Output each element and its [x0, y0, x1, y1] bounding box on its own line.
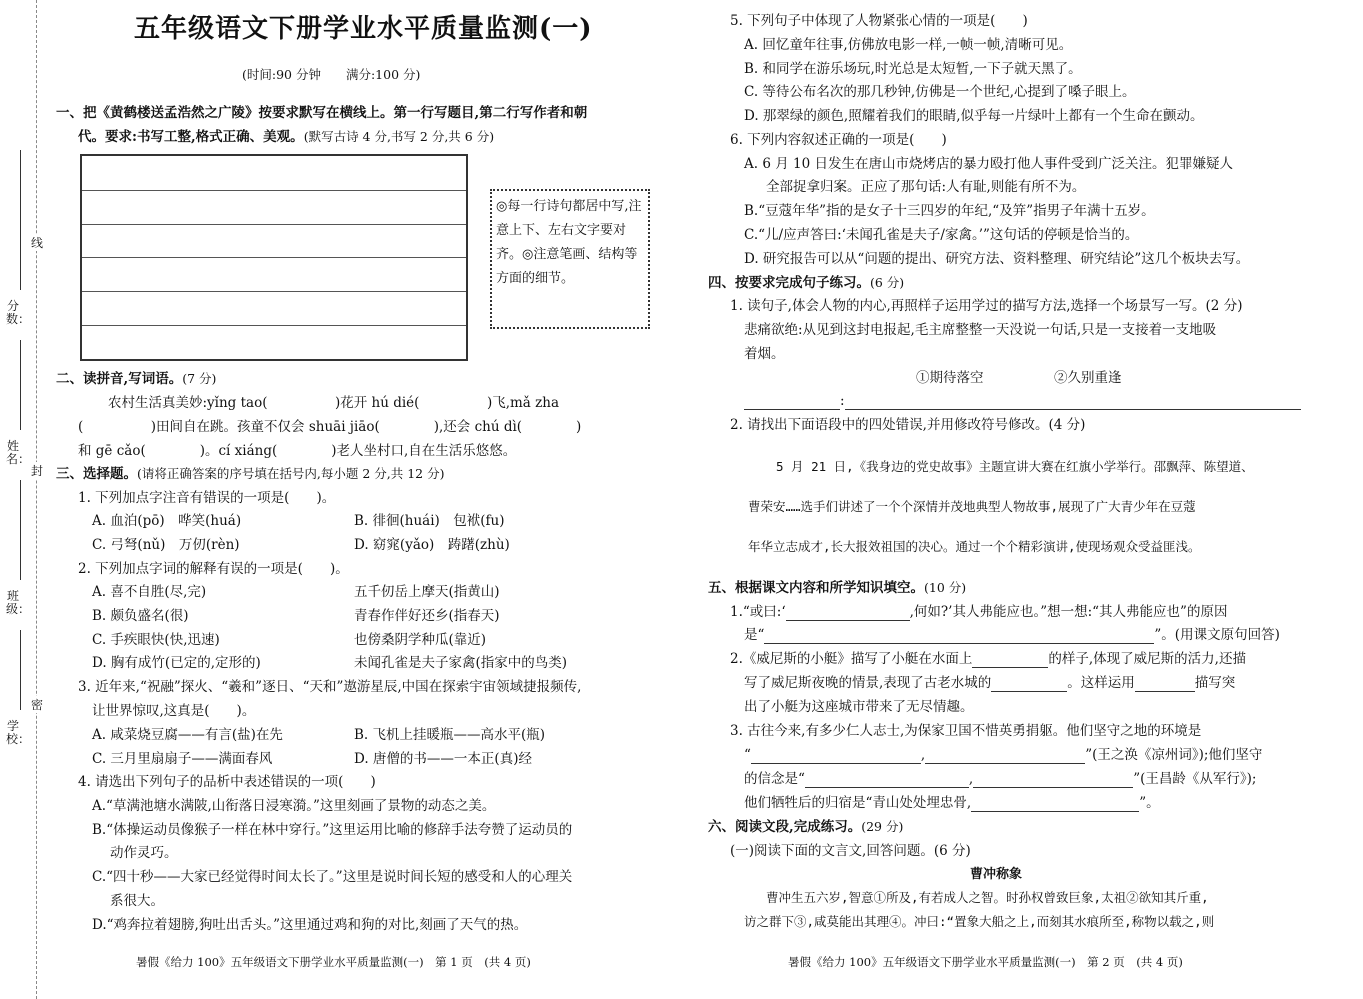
poem-writing-box[interactable] — [80, 154, 468, 361]
s5-q3-blank-3[interactable] — [805, 773, 969, 788]
q3-option-d: D. 唐僧的书——一本正(真)经 — [354, 751, 532, 767]
question-5: 5. 下列句子中体现了人物紧张心情的一项是( ) — [730, 13, 1028, 29]
s5-question-1-line2: 是“ ”。(用课文原句回答) — [744, 627, 1280, 643]
s4-example-line1: 悲痛欲绝:从见到这封电报起,毛主席整整一天没说一句话,只是一支接着一支地吸 — [744, 322, 1217, 338]
error-passage-line2: 曹荣安……选手们讲述了一个个深情并茂地典型人物故事,展现了广大青少年在豆蔻 — [748, 499, 1196, 514]
question-1: 1. 下列加点字注音有错误的一项是( )。 — [78, 490, 336, 506]
q4-option-c2: 系很大。 — [110, 893, 164, 909]
school-line — [20, 630, 21, 710]
s4-option-1: ①期待落空 — [916, 370, 984, 386]
q2-option-d1: D. 胸有成竹(已定的,定形的) — [92, 655, 261, 671]
score-line — [20, 150, 21, 290]
error-passage-line3: 年华立志成才,长大报效祖国的决心。通过一个个精彩演讲,使现场观众受益匪浅。 — [748, 539, 1201, 554]
s5-q2-blank-2[interactable] — [991, 677, 1067, 692]
section-1-line2: 代。要求:书写工整,格式正确、美观。(默写古诗 4 分,书写 2 分,共 6 分) — [78, 129, 495, 145]
question-6: 6. 下列内容叙述正确的一项是( ) — [730, 132, 947, 148]
s4-question-2: 2. 请找出下面语段中的四处错误,并用修改符号修改。(4 分) — [730, 417, 1086, 433]
s5-question-2-line3: 出了小艇为这座城市带来了无尽情趣。 — [744, 699, 974, 715]
s5-q2-blank-1[interactable] — [972, 653, 1048, 668]
q5-option-c: C. 等待公布名次的那几秒钟,仿佛是一个世纪,心提到了嗓子眼上。 — [744, 84, 1136, 100]
page-1-footer: 暑假《给力 100》五年级语文下册学业水平质量监测(一) 第 1 页 (共 4 页) — [136, 955, 531, 969]
page-2-footer: 暑假《给力 100》五年级语文下册学业水平质量监测(一) 第 2 页 (共 4 页) — [788, 955, 1183, 969]
class-line — [20, 480, 21, 580]
q2-option-c2: 也傍桑阴学种瓜(靠近) — [354, 632, 487, 648]
page-1 — [56, 0, 656, 999]
s5-question-3-line4: 他们牺牲后的归宿是“青山处处埋忠骨, ”。 — [744, 795, 1160, 811]
classical-passage-line2: 访之群下③,咸莫能出其理④。冲曰:“置象大船之上,而刻其水痕所至,称物以载之,则 — [744, 914, 1215, 929]
school-label: 学校： — [6, 719, 31, 746]
s4-answer-line[interactable]: : — [744, 392, 1301, 410]
q4-option-d: D.“鸡奔拉着翅膀,狗吐出舌头。”这里通过鸡和狗的对比,刻画了天气的热。 — [92, 917, 528, 933]
s4-example-line2: 着烟。 — [744, 346, 785, 362]
q1-option-c: C. 弓弩(nǔ) 万仞(rèn) — [92, 537, 240, 553]
pinyin-line-3: 和 gē cǎo( )。cí xiáng( )老人坐村口,自在生活乐悠悠。 — [78, 443, 517, 459]
q3-option-c: C. 三月里扇扇子——满面春风 — [92, 751, 273, 767]
q4-option-b2: 动作灵巧。 — [110, 845, 178, 861]
q6-option-c: C.“儿/应声答曰:‘未闻孔雀是夫子/家禽。’”这句话的停顿是恰当的。 — [744, 227, 1139, 243]
section-6-heading: 六、阅读文段,完成练习。(29 分) — [708, 819, 904, 835]
dense-mark: 密 — [30, 698, 43, 712]
q2-option-a1: A. 喜不自胜(尽,完) — [92, 584, 207, 600]
s4-option-2: ②久别重逢 — [1054, 370, 1122, 386]
s5-question-2-line1: 2.《威尼斯的小艇》描写了小艇在水面上 的样子,体现了威尼斯的活力,还描 — [730, 651, 1246, 667]
s5-q1-blank-2[interactable] — [764, 629, 1154, 644]
s5-q3-blank-4[interactable] — [973, 773, 1133, 788]
line-mark: 线 — [30, 236, 43, 250]
question-3-line1: 3. 近年来,“祝融”探火、“羲和”逐日、“天和”遨游星辰,中国在探索宇宙领域捷报频传, — [78, 679, 582, 695]
classical-passage-line1: 曹冲生五六岁,智意①所及,有若成人之智。时孙权曾致巨象,太祖②欲知其斤重, — [766, 890, 1209, 905]
section-4-heading: 四、按要求完成句子练习。(6 分) — [708, 275, 905, 291]
name-line — [20, 340, 21, 430]
q2-option-b2: 青春作伴好还乡(指春天) — [354, 608, 500, 624]
q1-option-d: D. 窈窕(yǎo) 踌躇(zhù) — [354, 537, 510, 553]
q1-option-b: B. 徘徊(huái) 包袱(fu) — [354, 513, 505, 529]
q2-option-d2: 未闻孔雀是夫子家禽(指家中的鸟类) — [354, 655, 568, 671]
q4-option-c1: C.“四十秒——大家已经觉得时间太长了。”这里是说时间长短的感受和人的心理关 — [92, 869, 573, 885]
q6-option-d: D. 研究报告可以从“问题的提出、研究方法、资料整理、研究结论”这几个板块去写。 — [744, 251, 1250, 267]
seal-mark: 封 — [30, 464, 43, 478]
s6-subsection-1: (一)阅读下面的文言文,回答问题。(6 分) — [730, 843, 971, 859]
score-label: 分数： — [6, 299, 31, 326]
q6-option-a1: A. 6 月 10 日发生在唐山市烧烤店的暴力殴打他人事件受到广泛关注。犯罪嫌疑人 — [744, 156, 1233, 172]
q2-option-c1: C. 手疾眼快(快,迅速) — [92, 632, 220, 648]
s5-question-3-line1: 3. 古往今来,有多少仁人志士,为保家卫国不惜英勇捐躯。他们坚守之地的环境是 — [730, 723, 1202, 739]
pinyin-line-2: ( )田间自在跳。孩童不仅会 shuāi jiāo( ),还会 chú dì( ) — [78, 419, 582, 435]
section-2-heading: 二、读拼音,写词语。(7 分) — [56, 371, 217, 387]
s5-question-3-line2: “ , ”(王之涣《凉州词》);他们坚守 — [744, 747, 1263, 763]
passage-title: 曹冲称象 — [970, 867, 1023, 882]
section-3-heading: 三、选择题。(请将正确答案的序号填在括号内,每小题 2 分,共 12 分) — [56, 466, 445, 482]
s5-question-1-line1: 1.“或曰:‘ ,何如?’其人弗能应也。”想一想:“其人弗能应也”的原因 — [730, 604, 1228, 620]
exam-time-score: (时间:90 分钟 满分:100 分) — [242, 67, 421, 82]
q5-option-b: B. 和同学在游乐场玩,时光总是太短暂,一下子就天黑了。 — [744, 61, 1082, 77]
name-label: 姓名： — [6, 439, 31, 466]
q1-option-a: A. 血泊(pō) 哗笑(huá) — [92, 513, 242, 529]
s5-q2-blank-3[interactable] — [1135, 677, 1195, 692]
error-passage-line1: 5 月 21 日,《我身边的党史故事》主题宣讲大赛在红旗小学举行。邵飘萍、陈望道、 — [776, 459, 1254, 474]
s5-question-2-line2: 写了威尼斯夜晚的情景,表现了古老水城的 。这样运用 描写突 — [744, 675, 1236, 691]
s5-q3-blank-5[interactable] — [971, 797, 1139, 812]
s4-question-1: 1. 读句子,体会人物的内心,再照样子运用学过的描写方法,选择一个场景写一写。(2 分) — [730, 298, 1243, 314]
q5-option-d: D. 那翠绿的颜色,照耀着我们的眼睛,似乎每一片绿叶上都有一个生命在颤动。 — [744, 108, 1204, 124]
s5-q3-blank-2[interactable] — [925, 749, 1085, 764]
cut-line — [36, 0, 37, 999]
question-4: 4. 请选出下列句子的品析中表述错误的一项( ) — [78, 774, 376, 790]
q2-option-a2: 五千仞岳上摩天(指黄山) — [354, 584, 500, 600]
q2-option-b1: B. 颇负盛名(很) — [92, 608, 189, 624]
s5-question-3-line3: 的信念是“ , ”(王昌龄《从军行》); — [744, 771, 1257, 787]
question-2: 2. 下列加点字词的解释有误的一项是( )。 — [78, 561, 349, 577]
q4-option-b1: B.“体操运动员像猴子一样在林中穿行。”这里运用比喻的修辞手法夸赞了运动员的 — [92, 822, 573, 838]
class-label: 班级： — [6, 589, 31, 616]
q6-option-a2: 全部捉拿归案。正应了那句话:人有耻,则能有所不为。 — [766, 179, 1086, 195]
question-3-line2: 让世界惊叹,这真是( )。 — [92, 703, 256, 719]
binding-gutter — [0, 0, 48, 999]
q3-option-b: B. 飞机上挂暖瓶——高水平(瓶) — [354, 727, 546, 743]
s5-q1-blank-1[interactable] — [786, 606, 910, 621]
writing-tip-box: ◎每一行诗句都居中写,注意上下、左右文字要对齐。◎注意笔画、结构等方面的细节。 — [490, 189, 650, 329]
section-1-line1: 一、把《黄鹤楼送孟浩然之广陵》按要求默写在横线上。第一行写题目,第二行写作者和朝 — [56, 105, 588, 121]
s5-q3-blank-1[interactable] — [751, 749, 921, 764]
exam-title: 五年级语文下册学业水平质量监测(一) — [134, 14, 593, 44]
q4-option-a: A.“草满池塘水满陂,山衔落日浸寒漪。”这里刻画了景物的动态之美。 — [92, 798, 496, 814]
pinyin-line-1: 农村生活真美妙:yǐng tao( )花开 hú dié( )飞,mǎ zha — [108, 395, 559, 411]
q3-option-a: A. 咸菜烧豆腐——有言(盐)在先 — [92, 727, 283, 743]
section-5-heading: 五、根据课文内容和所学知识填空。(10 分) — [708, 580, 967, 596]
q6-option-b: B.“豆蔻年华”指的是女子十三四岁的年纪,“及笄”指男子年满十五岁。 — [744, 203, 1155, 219]
page-2 — [708, 0, 1308, 999]
q5-option-a: A. 回忆童年往事,仿佛放电影一样,一帧一帧,清晰可见。 — [744, 37, 1073, 53]
